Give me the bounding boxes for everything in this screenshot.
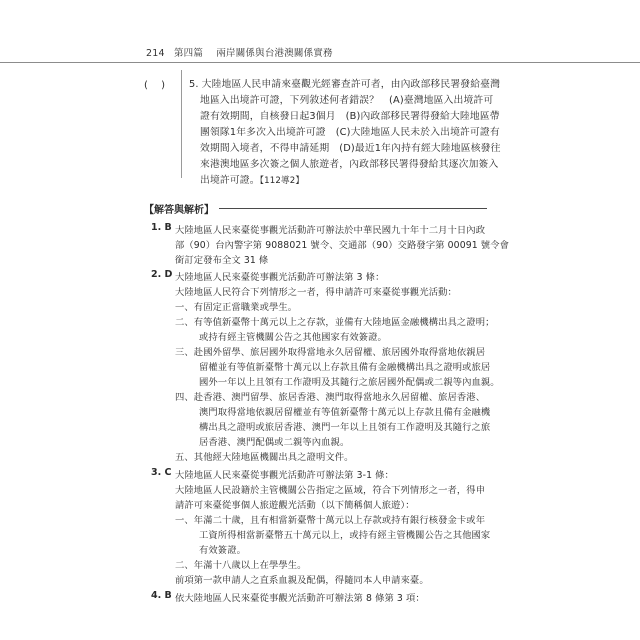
question-line: 證有效期間，自核發日起3個月 (B)內政部移民署得發給大陸地區帶 xyxy=(200,111,500,122)
answer-line: 大陸地區人民來臺從事觀光活動許可辦法於中華民國九十年十二月十日內政 xyxy=(175,225,486,236)
answer-line: 或持有經主管機關公告之其他國家有效簽證。 xyxy=(199,332,387,343)
answer-line: 二、年滿十八歲以上在學學生。 xyxy=(175,560,307,571)
answer-line: 四、赴香港、澳門留學、旅居香港、澳門取得當地永久居留權、旅居香港、 xyxy=(175,392,486,403)
question-line: 地區入出境許可證，下列敘述何者錯誤？ (A)臺灣地區入出境許可 xyxy=(200,95,494,106)
answer-label: 3. C xyxy=(151,467,172,478)
question-line: 團領隊1年多次入出境許可證 (C)大陸地區人民未於入出境許可證有 xyxy=(200,127,500,138)
answer-label: 2. D xyxy=(151,269,173,280)
answer-line: 部（90）台內警字第 9088021 號令、交通部（90）交路發字第 00091 號令會 xyxy=(175,240,509,251)
question-divider xyxy=(181,70,182,178)
page-number: 214 xyxy=(146,48,165,59)
question-number: 5. xyxy=(189,79,199,90)
answer-line: 工資所得相當新臺幣五十萬元以上，或持有經主管機關公告之其他國家 xyxy=(199,530,491,541)
answer-line: 銜訂定發布全文 31 條 xyxy=(175,255,269,266)
question-line: 效期間入境者，不得申請延期 (D)最近1年內持有經大陸地區核發往 xyxy=(200,143,501,154)
section-divider xyxy=(219,208,487,209)
answer-line: 五、其他經大陸地區機關出具之證明文件。 xyxy=(175,452,354,463)
answer-line: 居香港、澳門配偶或二親等內血親。 xyxy=(199,437,350,448)
chapter-title: 兩岸關係與台港澳關係實務 xyxy=(216,48,333,59)
answer-line: 請許可來臺從事個人旅遊觀光活動（以下簡稱個人旅遊）： xyxy=(175,500,415,511)
chapter-label: 第四篇 xyxy=(173,48,204,59)
page-header xyxy=(146,45,333,59)
answer-line: 澳門取得當地依親居留權並有等值新臺幣十萬元以上存款且備有金融機 xyxy=(199,407,491,418)
answer-blank: ( ) xyxy=(144,80,165,91)
answer-line: 留權並有等值新臺幣十萬元以上存款且備有金融機構出具之證明或旅居 xyxy=(199,362,491,373)
answer-line: 大陸地區人民符合下列情形之一者，得申請許可來臺從事觀光活動： xyxy=(175,287,457,298)
answer-line: 有效簽證。 xyxy=(199,545,246,556)
question-line: 出境許可證。【112導2】 xyxy=(200,175,305,186)
answer-line: 構出具之證明或旅居香港、澳門一年以上且領有工作證明及其隨行之旅 xyxy=(199,422,491,433)
answer-line: 大陸地區人民設籍於主管機關公告指定之區域，符合下列情形之一者，得申 xyxy=(175,485,486,496)
answer-line: 一、有固定正當職業或學生。 xyxy=(175,302,298,313)
answer-line: 依大陸地區人民來臺從事觀光活動許可辦法第 8 條第 3 項： xyxy=(175,593,425,604)
question-line: 來港澳地區多次簽之個人旅遊者，內政部移民署得發給其逐次加簽入 xyxy=(200,159,499,170)
answer-line: 二、有等值新臺幣十萬元以上之存款，並備有大陸地區金融機構出具之證明； xyxy=(175,317,495,328)
answer-line: 國外一年以上且領有工作證明及其隨行之旅居國外配偶或二親等內血親。 xyxy=(199,377,500,388)
answer-line: 三、赴國外留學、旅居國外取得當地永久居留權、旅居國外取得當地依親居 xyxy=(175,347,486,358)
answer-label: 4. B xyxy=(151,590,172,601)
answer-label: 1. B xyxy=(151,222,172,233)
answer-line: 一、年滿二十歲，且有相當新臺幣十萬元以上存款或持有銀行核發金卡或年 xyxy=(175,515,486,526)
answer-line: 大陸地區人民來臺從事觀光活動許可辦法第 3 條： xyxy=(175,272,385,283)
header-divider xyxy=(0,62,640,63)
question-source: 【112導2】 xyxy=(259,176,305,186)
question-line: 5. 大陸地區人民申請來臺觀光經審查許可者，由內政部移民署發給臺灣 xyxy=(189,79,501,90)
answer-line: 大陸地區人民來臺從事觀光活動許可辦法第 3-1 條： xyxy=(175,470,394,481)
section-title: 【解答與解析】 xyxy=(144,205,214,216)
answer-line: 前項第一款申請人之直系血親及配偶，得隨同本人申請來臺。 xyxy=(175,575,429,586)
